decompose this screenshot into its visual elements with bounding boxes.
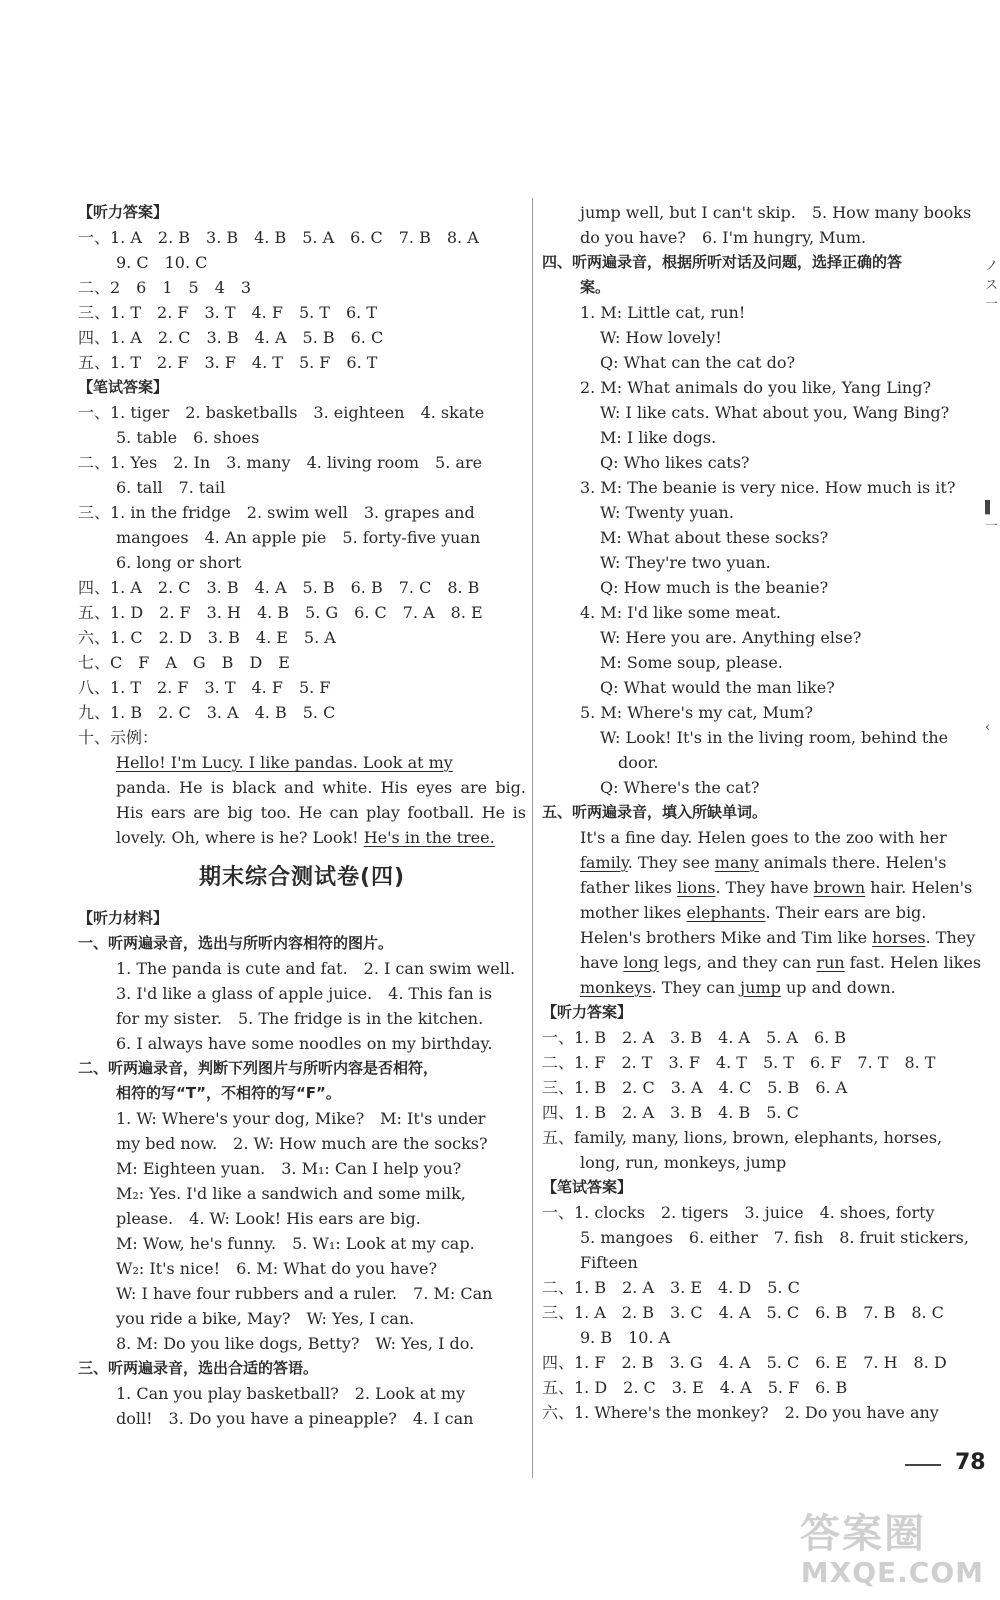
passage-line: family. They see many animals there. Helen's — [580, 853, 947, 872]
answer-line: 三、1. in the fridge 2. swim well 3. grapes and — [78, 503, 475, 522]
watermark-logo — [800, 1510, 990, 1594]
dialogue-line: M: I like dogs. — [600, 428, 717, 447]
answer-line: 七、C F A G B D E — [78, 653, 290, 672]
cropped-edge-mark: ‹ — [985, 720, 991, 735]
dialogue-line: W: Twenty yuan. — [600, 503, 734, 522]
dialogue-line: 1. M: Little cat, run! — [580, 303, 746, 322]
answer-line: 六、1. C 2. D 3. B 4. E 5. A — [78, 628, 336, 647]
essay-underlined-text: Hello! I'm Lucy. I like pandas. Look at my — [116, 753, 453, 772]
right-column — [542, 200, 984, 1425]
material-line: please. 4. W: Look! His ears are big. — [116, 1209, 421, 1228]
passage-line: mother likes elephants. Their ears are big. — [580, 903, 927, 922]
answer-line: long, run, monkeys, jump — [580, 1153, 787, 1172]
dialogue-line: 5. M: Where's my cat, Mum? — [580, 703, 814, 722]
dialogue-line: W: How lovely! — [600, 328, 722, 347]
section-heading: 二、听两遍录音，判断下列图片与所听内容是否相符， — [78, 1059, 439, 1077]
material-line: for my sister. 5. The fridge is in the kitchen. — [116, 1009, 484, 1028]
material-line: W: I have four rubbers and a ruler. 7. M: Can — [116, 1284, 493, 1303]
answer-line: 三、1. A 2. B 3. C 4. A 5. C 6. B 7. B 8. C — [542, 1303, 944, 1322]
dialogue-line: M: What about these socks? — [600, 528, 829, 547]
answer-line: 二、1. B 2. A 3. E 4. D 5. C — [542, 1278, 800, 1297]
dialogue-line: door. — [618, 753, 659, 772]
section-heading: 三、听两遍录音，选出合适的答语。 — [78, 1359, 319, 1377]
answer-line: mangoes 4. An apple pie 5. forty-five yuan — [116, 528, 481, 547]
section-heading: 五、听两遍录音，填入所缺单词。 — [542, 803, 768, 821]
essay-line: His ears are big too. He can play football. He is — [116, 803, 526, 822]
answer-line: 一、1. B 2. A 3. B 4. A 5. A 6. B — [542, 1028, 847, 1047]
material-line: 3. I'd like a glass of apple juice. 4. This fan is — [116, 984, 493, 1003]
passage-line: monkeys. They can jump up and down. — [580, 978, 896, 997]
answer-line: 四、1. A 2. C 3. B 4. A 5. B 6. C — [78, 328, 384, 347]
answer-line: 五、1. D 2. F 3. H 4. B 5. G 6. C 7. A 8. E — [78, 603, 483, 622]
dialogue-line: Q: How much is the beanie? — [600, 578, 829, 597]
answer-line: 一、1. tiger 2. basketballs 3. eighteen 4. skate — [78, 403, 485, 422]
essay-line: lovely. Oh, where is he? Look! He's in the tree. — [116, 828, 495, 847]
essay-line — [78, 750, 526, 775]
answer-line: 三、1. B 2. C 3. A 4. C 5. B 6. A — [542, 1078, 848, 1097]
material-line: 6. I always have some noodles on my birthday. — [116, 1034, 493, 1053]
dialogue-line: W: They're two yuan. — [600, 553, 771, 572]
answer-line: 二、1. Yes 2. In 3. many 4. living room 5. are — [78, 453, 483, 472]
answer-line: 六、1. Where's the monkey? 2. Do you have any — [542, 1403, 939, 1422]
material-line: M₂: Yes. I'd like a sandwich and some milk, — [116, 1184, 466, 1203]
answer-line: Fifteen — [580, 1253, 638, 1272]
material-line: my bed now. 2. W: How much are the socks? — [116, 1134, 488, 1153]
material-line: you ride a bike, May? W: Yes, I can. — [116, 1309, 415, 1328]
section-heading: 四、听两遍录音，根据所听对话及问题，选择正确的答 — [542, 253, 903, 271]
passage-line: Helen's brothers Mike and Tim like horses. They — [580, 928, 976, 947]
dialogue-line: Q: Where's the cat? — [600, 778, 760, 797]
answer-line: 9. C 10. C — [116, 253, 208, 272]
dialogue-line: W: Look! It's in the living room, behind the — [600, 728, 949, 747]
essay-line: panda. He is black and white. His eyes are big. — [116, 778, 526, 797]
watermark-url: MXQE.COM — [800, 1556, 984, 1589]
answer-line: 五、1. T 2. F 3. F 4. T 5. F 6. T — [78, 353, 378, 372]
passage-line: have long legs, and they can run fast. Helen likes — [580, 953, 982, 972]
section-heading: 相符的写“T”，不相符的写“F”。 — [116, 1084, 341, 1102]
page-number: 78 — [955, 1450, 986, 1475]
filled-word: brown — [813, 878, 866, 897]
cropped-edge-mark: ノ ス 一 — [985, 259, 999, 312]
material-line: 1. W: Where's your dog, Mike? M: It's under — [116, 1109, 486, 1128]
dialogue-line: 2. M: What animals do you like, Yang Ling? — [580, 378, 932, 397]
filled-word: run — [816, 953, 845, 972]
filled-word: lions — [677, 878, 716, 897]
dialogue-line: Q: What can the cat do? — [600, 353, 796, 372]
column-divider — [532, 198, 533, 1478]
section-heading: 一、听两遍录音，选出与所听内容相符的图片。 — [78, 934, 394, 952]
filled-word: family — [580, 853, 628, 872]
listening-material-heading: 【听力材料】 — [78, 909, 169, 927]
answer-line: 三、1. T 2. F 3. T 4. F 5. T 6. T — [78, 303, 378, 322]
page-number-dash — [905, 1464, 941, 1466]
answer-line: 9. B 10. A — [580, 1328, 671, 1347]
material-line: do you have? 6. I'm hungry, Mum. — [580, 228, 867, 247]
written-answers-heading: 【笔试答案】 — [78, 378, 169, 396]
watermark-text: 答案圈 — [800, 1511, 926, 1557]
answer-line: 6. tall 7. tail — [116, 478, 226, 497]
material-line: W₂: It's nice! 6. M: What do you have? — [116, 1259, 438, 1278]
left-column — [78, 200, 526, 1431]
answer-line: 一、1. clocks 2. tigers 3. juice 4. shoes, forty — [542, 1203, 935, 1222]
written-answers-heading: 【笔试答案】 — [542, 1178, 633, 1196]
material-line: M: Wow, he's funny. 5. W₁: Look at my cap. — [116, 1234, 475, 1253]
listening-answers-heading: 【听力答案】 — [542, 1003, 633, 1021]
material-line: jump well, but I can't skip. 5. How many books — [580, 203, 972, 222]
dialogue-line: W: Here you are. Anything else? — [600, 628, 862, 647]
answer-line: 四、1. F 2. B 3. G 4. A 5. C 6. E 7. H 8. D — [542, 1353, 947, 1372]
dialogue-line: Q: What would the man like? — [600, 678, 835, 697]
filled-word: long — [623, 953, 659, 972]
filled-word: elephants — [686, 903, 766, 922]
filled-word: horses — [872, 928, 926, 947]
filled-word: many — [714, 853, 759, 872]
answer-line: 八、1. T 2. F 3. T 4. F 5. F — [78, 678, 331, 697]
answer-line: 5. mangoes 6. either 7. fish 8. fruit stickers, — [580, 1228, 969, 1247]
answer-line: 一、1. A 2. B 3. B 4. B 5. A 6. C 7. B 8. A — [78, 228, 479, 247]
test-title: 期末综合测试卷(四) — [198, 865, 406, 890]
answer-line: 5. table 6. shoes — [116, 428, 260, 447]
answer-line: 四、1. A 2. C 3. B 4. A 5. B 6. B 7. C 8. B — [78, 578, 480, 597]
answer-line: 十、示例： — [78, 728, 159, 747]
section-heading: 案。 — [580, 278, 611, 296]
passage-line: father likes lions. They have brown hair. Helen's — [580, 878, 973, 897]
answer-line: 二、2 6 1 5 4 3 — [78, 278, 252, 297]
material-line: 8. M: Do you like dogs, Betty? W: Yes, I do. — [116, 1334, 475, 1353]
filled-word: jump — [740, 978, 781, 997]
answer-line: 五、family, many, lions, brown, elephants, horses, — [542, 1128, 943, 1147]
material-line: 1. Can you play basketball? 2. Look at my — [116, 1384, 466, 1403]
answer-line: 九、1. B 2. C 3. A 4. B 5. C — [78, 703, 336, 722]
dialogue-line: 3. M: The beanie is very nice. How much is it? — [580, 478, 956, 497]
cropped-edge-mark: ▌ 一 — [985, 500, 999, 534]
dialogue-line: Q: Who likes cats? — [600, 453, 750, 472]
dialogue-line: W: I like cats. What about you, Wang Bing? — [600, 403, 950, 422]
dialogue-line: 4. M: I'd like some meat. — [580, 603, 782, 622]
answer-line: 6. long or short — [116, 553, 242, 572]
filled-word: monkeys — [580, 978, 652, 997]
material-line: 1. The panda is cute and fat. 2. I can swim well. — [116, 959, 516, 978]
answer-line: 五、1. D 2. C 3. E 4. A 5. F 6. B — [542, 1378, 848, 1397]
passage-line: It's a fine day. Helen goes to the zoo with her — [580, 828, 947, 847]
material-line: doll! 3. Do you have a pineapple? 4. I can — [116, 1409, 474, 1428]
material-line: M: Eighteen yuan. 3. M₁: Can I help you? — [116, 1159, 462, 1178]
dialogue-line: M: Some soup, please. — [600, 653, 783, 672]
answer-line: 二、1. F 2. T 3. F 4. T 5. T 6. F 7. T 8. T — [542, 1053, 936, 1072]
answer-line: 四、1. B 2. A 3. B 4. B 5. C — [542, 1103, 799, 1122]
listening-answers-heading: 【听力答案】 — [78, 203, 169, 221]
essay-underlined-text: He's in the tree. — [363, 828, 495, 847]
